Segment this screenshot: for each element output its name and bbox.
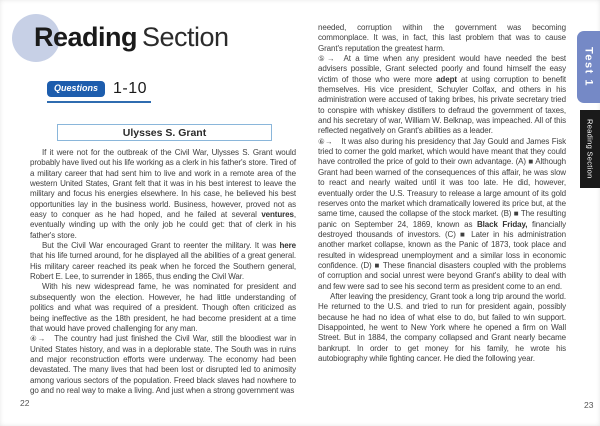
passage-paragraph — [30, 148, 296, 241]
page-title — [34, 22, 229, 53]
passage-column-right — [318, 23, 566, 369]
passage-paragraph — [30, 282, 296, 334]
tab-reading-section — [580, 110, 600, 188]
questions-range: 1-10 — [113, 80, 148, 97]
paragraph-text: The country had just finished the Civil War, still the bloodiest war in United States history, and was in a deplorable state. The South was in ruins and major reconstruction efforts were underway. The economy had been devastated. The many lives that had been lost or disrupted led to animosity among various sectors of the population. Freed black slaves had nowhere to go and no real way to make a living. And just when a strong government was — [30, 334, 296, 395]
paragraph-text: financially destroyed thousands of investors. (C) ■ Later in his administration another market collapse, known as the Panic of 1873, took place and resulted in widespread unemployment and a similar loss in economic confidence. (D) ■ These financial disasters coupled with the problems of corruption and social unrest were beyond Grant's ability to deal with and few were sad to see his second term as president come to an end. — [318, 219, 566, 291]
paragraph-text: at using corruption to benefit themselves. His vice president, Schuyler Colfax, and others in his administration were accused of taking bribes, his private secretary tried to conspire with whiskey distillers to defraud the government of taxes, and his secretary of war, William W. Belknap, was impeached. All of this reflected negatively on Grant's abilities as a leader. — [318, 74, 567, 136]
paragraph-text: At a time when any president would have needed the best advisers possible, Grant selected poorly and found himself the easy victim of those who were more — [318, 54, 566, 84]
passage-paragraph — [30, 241, 296, 282]
vocab-word: ventures — [261, 210, 294, 220]
paragraph-number-marker: ⑥→ — [318, 136, 333, 146]
page-title-bold: Reading — [34, 22, 138, 52]
vocab-word: Black Friday, — [476, 219, 528, 229]
paragraph-text: needed, corruption within the government was becoming commonplace. It was, in fact, this last problem that was to cause Grant's reputation the greatest harm. — [318, 23, 566, 53]
tab-reading-section-label: Reading Section — [585, 119, 595, 179]
questions-badge: Questions — [47, 81, 105, 97]
passage-paragraph — [318, 54, 566, 137]
vocab-word: adept — [436, 74, 457, 84]
paragraph-text: It was also during his presidency that Jay Gould and James Fisk tried to corner the gold market, which would have meant that they could have controlled the price of gold to their own advantage. (A) ■ Although Grant had been warned of the consequences of this affair, he was slow to react and nearly waited until it was too late. He did, however, eventually order the U.S. Treasury to release a large amount of its gold reserves onto the market which dramatically lowered its price but, at the same time, caused the collapse of the stock market. (B) ■ The resulting panic on September 24, 1869, known as — [318, 136, 566, 229]
questions-header — [47, 81, 151, 103]
vocab-word: here — [279, 241, 296, 251]
paragraph-text: With his new widespread fame, he was nominated for president and subsequently won the election. However, he had little understanding of politics and what was required of a president. Though often criticized as being ineffective as the 18th president, he had become president at a time that would have proved challenging for any man. — [30, 282, 296, 333]
tab-test-1-label: Test 1 — [582, 47, 595, 87]
paragraph-text: After leaving the presidency, Grant took a long trip around the world. He returned to the U.S. and tried to run for president again, possibly because he had no idea of what else to do, but failed to win support. Disappointed, he went to New York where he opened a firm on Wall Street. But in 1884, the company collapsed and Grant nearly became bankrupt. In order to get money for his family, he wrote his autobiography while fighting cancer. He died the following year. — [318, 291, 566, 363]
passage-title: Ulysses S. Grant — [57, 124, 272, 141]
passage-paragraph — [318, 23, 566, 54]
page-number-left: 22 — [20, 398, 30, 408]
paragraph-text: If it were not for the outbreak of the Civil War, Ulysses S. Grant would probably have lived out his life working as a clerk in his father's store. Tired of a military career that had sent him to live and work in a remote area of the western United States, Grant felt that it was in his best interest to leave the military and focus his energies elsewhere. In his case, he believed his best opportunities lay in the business world. Business, however, proved not as easy to conquer as he had hoped, and he failed at several — [30, 148, 296, 220]
paragraph-text: , eventually winding up with the only job he could get: that of clerk in his father's store. — [30, 210, 296, 240]
passage-column-left — [30, 148, 296, 394]
section-header — [12, 12, 292, 68]
paragraph-number-marker: ⑤→ — [318, 54, 335, 64]
passage-paragraph — [30, 334, 296, 396]
page-title-light: Section — [142, 22, 229, 52]
passage-paragraph — [318, 137, 566, 292]
paragraph-text: But the Civil War encouraged Grant to reenter the military. It was — [42, 241, 280, 251]
tab-test-1 — [577, 31, 600, 103]
paragraph-number-marker: ④→ — [30, 334, 46, 344]
passage-paragraph — [318, 292, 566, 364]
page-number-right: 23 — [584, 400, 594, 410]
paragraph-text: that his life turned around, for he displayed all the abilities of a great general. His military career reached its peak when he forced the Southern general, Robert E. Lee, to surrender in 1865, thus ending the Civil War. — [30, 251, 296, 282]
